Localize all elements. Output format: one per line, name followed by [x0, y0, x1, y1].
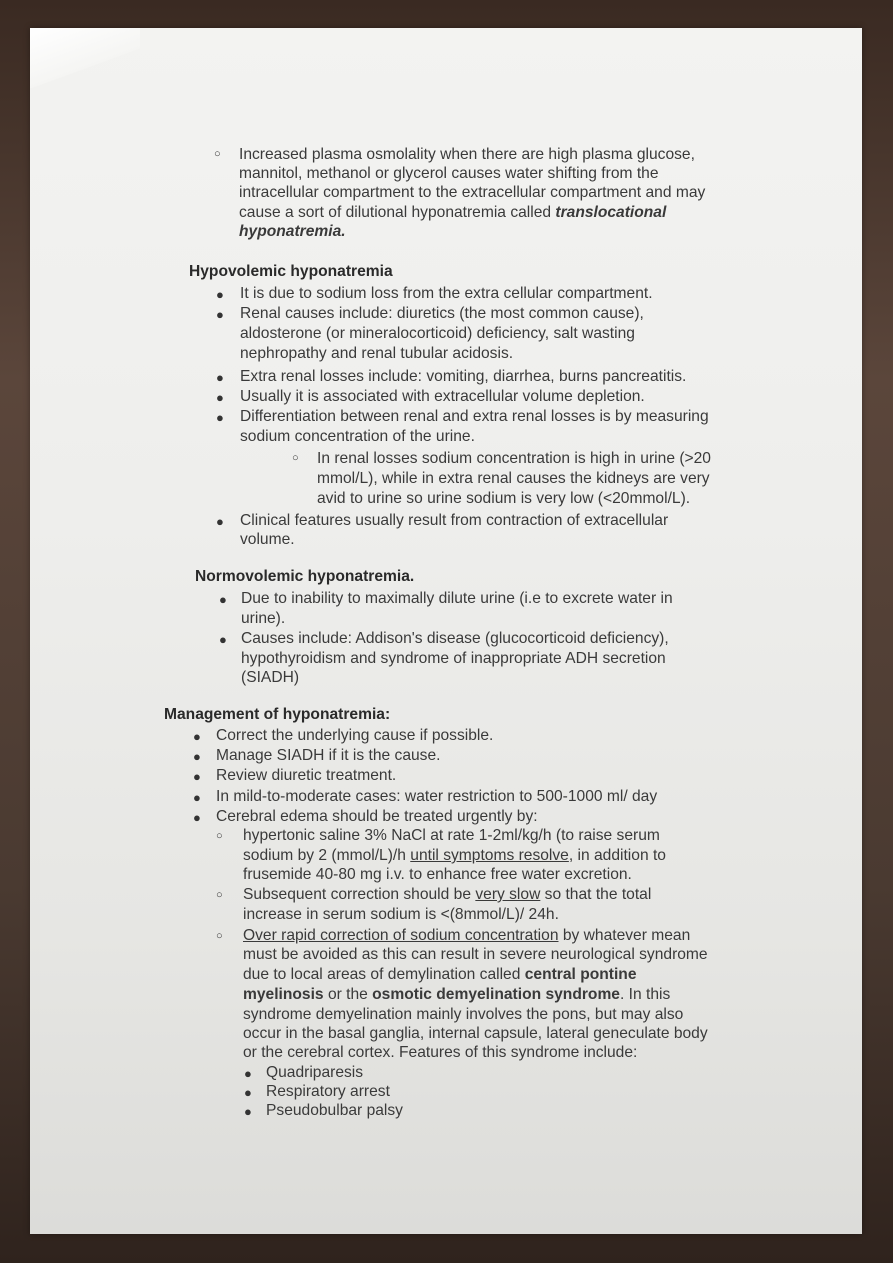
list-item: Manage SIADH if it is the cause.: [216, 747, 441, 764]
bullet-marker: ●: [244, 1104, 252, 1119]
bullet-marker: ●: [216, 370, 224, 385]
bullet-marker: ●: [244, 1066, 252, 1081]
list-item: In mild-to-moderate cases: water restriction to 500-1000 ml/ day: [216, 788, 658, 805]
list-item: volume.: [240, 531, 295, 548]
intro-line: [239, 222, 346, 241]
list-item: Correct the underlying cause if possible.: [216, 727, 494, 744]
sub-text: so that the total: [540, 886, 652, 903]
list-item: sodium concentration of the urine.: [240, 428, 475, 445]
sub-item: increase in serum sodium is <(8mmol/L)/ 24h.: [243, 906, 559, 923]
intro-text: cause a sort of dilutional hyponatremia called: [239, 204, 556, 221]
sub-item: frusemide 40-80 mg i.v. to enhance free water excretion.: [243, 866, 632, 883]
intro-term: hyponatremia.: [239, 223, 346, 240]
sub-text: by whatever mean: [558, 927, 691, 944]
list-item: Cerebral edema should be treated urgently by:: [216, 808, 538, 825]
list-item: hypothyroidism and syndrome of inappropriate ADH secretion: [241, 650, 666, 667]
list-item: Causes include: Addison's disease (glucocorticoid deficiency),: [241, 630, 669, 647]
section-heading-management: Management of hyponatremia:: [164, 706, 391, 723]
sub-item: avid to urine so urine sodium is very low (<20mmol/L).: [317, 490, 691, 507]
intro-line: intracellular compartment to the extracellular compartment and may: [239, 184, 706, 201]
list-item: Extra renal losses include: vomiting, diarrhea, burns pancreatitis.: [240, 368, 687, 385]
intro-line: mannitol, methanol or glycerol causes water shifting from the: [239, 165, 659, 182]
sub-text: sodium by 2 (mmol/L)/h: [243, 847, 411, 864]
sub-bullet-marker: ○: [216, 830, 223, 842]
list-item: (SIADH): [241, 669, 300, 686]
sub-item: [243, 846, 666, 865]
bullet-marker: ●: [219, 632, 227, 647]
bullet-marker: ●: [193, 769, 201, 784]
sub-text: . In this: [619, 986, 671, 1003]
list-item: Usually it is associated with extracellular volume depletion.: [240, 388, 645, 405]
bullet-marker: ●: [216, 410, 224, 425]
bullet-marker: ●: [219, 592, 227, 607]
feature-item: Respiratory arrest: [266, 1083, 390, 1100]
list-item: Differentiation between renal and extra renal losses is by measuring: [240, 408, 709, 425]
bullet-marker: ●: [216, 287, 224, 302]
bold-term: osmotic demyelination syndrome: [372, 986, 620, 1003]
list-item: nephropathy and renal tubular acidosis.: [240, 345, 514, 362]
bold-term: myelinosis: [243, 986, 324, 1003]
bullet-marker: ●: [193, 729, 201, 744]
list-item: Due to inability to maximally dilute urine (i.e to excrete water in: [241, 590, 673, 607]
bold-term: central pontine: [524, 966, 637, 983]
bullet-marker: ●: [193, 749, 201, 764]
sub-item: syndrome demyelination mainly involves the pons, but may also: [243, 1006, 684, 1023]
bullet-marker: ●: [216, 390, 224, 405]
feature-item: Pseudobulbar palsy: [266, 1102, 403, 1119]
sub-item: mmol/L), while in extra renal causes the kidneys are very: [317, 470, 710, 487]
bullet-marker: ●: [216, 514, 224, 529]
list-item: It is due to sodium loss from the extra cellular compartment.: [240, 285, 653, 302]
feature-item: Quadriparesis: [266, 1064, 364, 1081]
intro-line: Increased plasma osmolality when there are high plasma glucose,: [239, 146, 695, 163]
list-item: aldosterone (or mineralocorticoid) deficiency, salt wasting: [240, 325, 635, 342]
underlined-text: very slow: [475, 886, 541, 903]
underlined-text: until symptoms resolve: [410, 847, 569, 864]
intro-line: [239, 203, 666, 222]
sub-text: , in addition to: [568, 847, 666, 864]
section-heading-normovolemic: Normovolemic hyponatremia.: [195, 568, 415, 585]
sub-item: [243, 985, 670, 1004]
sub-item: must be avoided as this can result in severe neurological syndrome: [243, 946, 708, 963]
bullet-marker: ●: [216, 307, 224, 322]
section-heading-hypovolemic: Hypovolemic hyponatremia: [189, 263, 393, 280]
sub-bullet-marker: ○: [216, 889, 223, 901]
list-item: Review diuretic treatment.: [216, 767, 397, 784]
sub-item: [243, 926, 690, 945]
sub-text: or the: [323, 986, 373, 1003]
underlined-text: Over rapid correction of sodium concentration: [243, 927, 559, 944]
list-item: urine).: [241, 610, 286, 627]
sub-text: due to local areas of demylination called: [243, 966, 525, 983]
sub-bullet-marker: ○: [216, 930, 223, 942]
paper-corner: [30, 28, 140, 88]
sub-item: [243, 965, 637, 984]
sub-item: In renal losses sodium concentration is high in urine (>20: [317, 450, 711, 467]
sub-item: occur in the basal ganglia, internal capsule, lateral geneculate body: [243, 1025, 708, 1042]
bullet-marker: ●: [193, 790, 201, 805]
sub-bullet-marker: ○: [214, 148, 221, 160]
list-item: Clinical features usually result from contraction of extracellular: [240, 512, 669, 529]
sub-text: Subsequent correction should be: [243, 886, 476, 903]
bullet-marker: ●: [193, 810, 201, 825]
sub-item: or the cerebral cortex. Features of this syndrome include:: [243, 1044, 638, 1061]
intro-term: translocational: [555, 204, 667, 221]
sub-item: [243, 885, 651, 904]
sub-bullet-marker: ○: [292, 452, 299, 464]
bullet-marker: ●: [244, 1085, 252, 1100]
sub-item: hypertonic saline 3% NaCl at rate 1-2ml/kg/h (to raise serum: [243, 827, 660, 844]
list-item: Renal causes include: diuretics (the most common cause),: [240, 305, 644, 322]
